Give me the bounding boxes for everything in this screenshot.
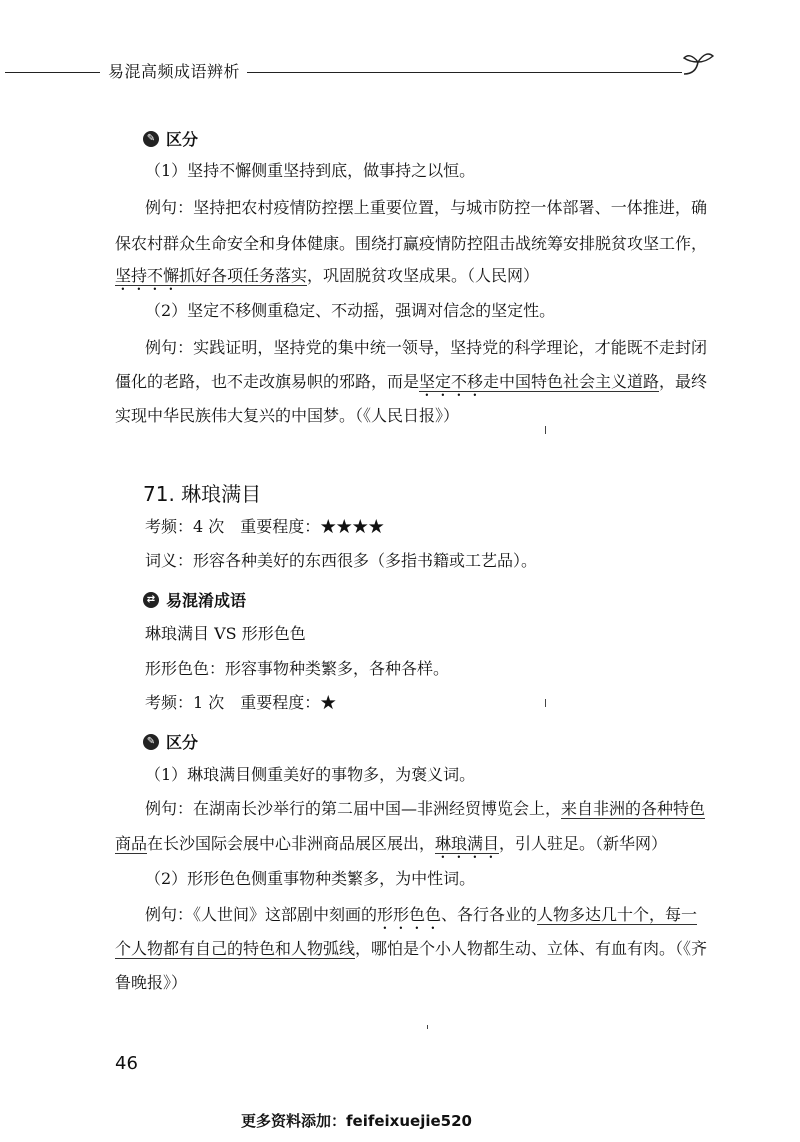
example-line — [145, 905, 697, 933]
running-header — [0, 56, 800, 86]
paragraph: （1）坚持不懈侧重坚持到底，做事持之以恒。 — [145, 161, 476, 180]
vs-frequency-line: 考频：1 次 重要程度：★ — [145, 693, 337, 712]
scan-speck — [545, 699, 546, 707]
text-span: ，最终 — [659, 372, 708, 391]
meaning-line: 词义：形容各种美好的东西很多（多指书籍或工艺品）。 — [145, 551, 538, 570]
text-span: ，哪怕是个小人物都生动、立体、有血有肉。（《齐 — [355, 939, 708, 958]
vs-meaning-line: 形形色色：形容事物种类繁多，各种各样。 — [145, 659, 450, 678]
text-span: 僵化的老路，也不走改旗易帜的邪路，而是 — [115, 372, 420, 391]
example-line — [115, 372, 707, 400]
example-line — [145, 799, 705, 819]
example-line — [115, 939, 707, 959]
paragraph: （1）琳琅满目侧重美好的事物多，为褒义词。 — [145, 765, 476, 784]
vs-line: 琳琅满目 VS 形形色色 — [145, 624, 306, 643]
emphasized-idiom: 形形色色 — [377, 905, 442, 924]
example-line: 保农村群众生命安全和身体健康。围绕打赢疫情防控阻击战统筹安排脱贫攻坚工作， — [115, 234, 708, 253]
emphasized-idiom: 坚持不懈 — [115, 266, 180, 285]
header-rule-left — [5, 72, 100, 73]
frequency-line: 考频：4 次 重要程度：★★★★ — [145, 517, 385, 536]
example-line — [115, 266, 539, 294]
underlined-text: 个人物都有自己的特色和人物弧线 — [115, 939, 356, 958]
section-heading-label: 易混淆成语 — [166, 591, 247, 610]
paragraph: （2）形形色色侧重事物种类繁多，为中性词。 — [145, 869, 476, 888]
page-number: 46 — [115, 1053, 138, 1074]
section-heading-distinguish — [143, 127, 198, 150]
emphasized-idiom: 坚定不移 — [419, 372, 484, 391]
example-line: 例句：坚持把农村疫情防控摆上重要位置，与城市防控一体部署、一体推进，确 — [145, 198, 707, 217]
sprout-icon — [680, 48, 716, 82]
section-heading-label: 区分 — [166, 733, 199, 752]
paragraph: （2）坚定不移侧重稳定、不动摇，强调对信念的坚定性。 — [145, 301, 556, 320]
header-title: 易混高频成语辨析 — [108, 62, 241, 81]
scan-speck — [427, 1025, 428, 1029]
underlined-text: 人物多达几十个，每一 — [537, 905, 698, 924]
underlined-text: 抓好各项任务落实 — [179, 266, 308, 285]
footer-note: 更多资料添加：feifeixuejie520 — [241, 1112, 472, 1130]
text-span: 在长沙国际会展中心非洲商品展区展出， — [147, 834, 436, 853]
pencil-circle-icon: ✎ — [143, 734, 159, 750]
text-span: 例句：在湖南长沙举行的第二届中国—非洲经贸博览会上， — [145, 799, 562, 818]
example-line: 鲁晚报》） — [115, 973, 188, 992]
entry-title: 71. 琳琅满目 — [143, 482, 262, 506]
swap-circle-icon: ⇄ — [143, 592, 159, 608]
section-heading-label: 区分 — [166, 130, 199, 149]
example-line — [115, 834, 667, 862]
example-line: 实现中华民族伟大复兴的中国梦。（《人民日报》） — [115, 406, 460, 425]
pencil-circle-icon: ✎ — [143, 131, 159, 147]
header-rule-right — [247, 72, 682, 73]
section-heading-confusable — [143, 588, 246, 611]
underlined-text: 走中国特色社会主义道路 — [483, 372, 660, 391]
emphasized-idiom: 琳琅满目 — [435, 834, 500, 853]
section-heading-distinguish — [143, 730, 198, 753]
scan-speck — [545, 426, 546, 434]
text-span: 例句：《人世间》这部剧中刻画的 — [145, 905, 378, 924]
underlined-text: 商品 — [115, 834, 148, 853]
text-span: ，巩固脱贫攻坚成果。（人民网） — [307, 266, 540, 285]
example-line: 例句：实践证明，坚持党的集中统一领导，坚持党的科学理论，才能既不走封闭 — [145, 338, 707, 357]
text-span: 、各行各业的 — [441, 905, 538, 924]
text-span: ，引人驻足。（新华网） — [499, 834, 668, 853]
underlined-text: 来自非洲的各种特色 — [561, 799, 706, 818]
